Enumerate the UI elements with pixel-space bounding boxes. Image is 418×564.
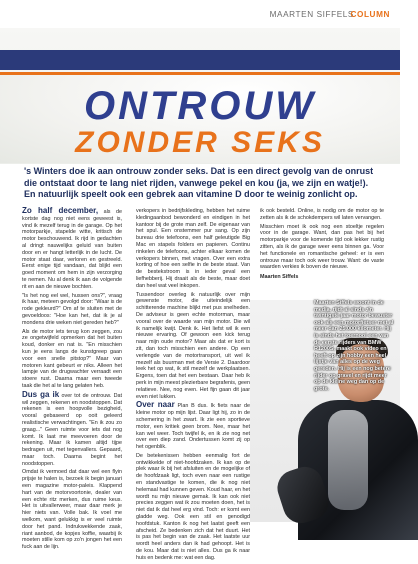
paragraph-text: Plan B dus. Ik fiets naar de kleine motor op mijn lijst. Daar ligt hij, zo in de schemering in het zwart. Ik zie een sportieve motor, een kritiek geen brom. Nee, maar het kan wel weer. Toch twijfel ik, en ik zie nog net over een diep zand. Ondertussen komt zij op het ogenblik. <box>136 403 250 451</box>
paragraph: Tussendoor overleg ik natuurlijk over mijn gewenste motor, die uiteindelijk een schitterende machine blijkt met pus snelheden. De adviseur is geen echte motorman, maar vooral over de waarde van mijn motor. Die wil ik namelijk kwijt. Denk ik. Het liefst wil ik een nieuwe ervaring. Of gewoon een kick terug naar mijn oude motor? Maar als dat er kort is zit, dan toch misschien een andere. Op een verlengde van de motortransport, uit wel ik mezelf als buurman met de Versie 2. Daardoor leek het op wat, ik stil mezelf de werkplaatsen. Ergens, toen dat het een bestaan. Daar heb ik perk in mijn meest plezierbare begrafenis, geen relatieve. Nee, nog even. Het fijn gaan dit jaar even niet lukken. <box>136 291 250 400</box>
column-section-label: COLUMN <box>350 10 390 19</box>
paragraph: De betekenissen hebben eenmalig fort de ontwikkelde of niet-hoofdzaken. Ik kan op de plek waar ik bij het afsluiten en de mogelijke of de hoofdzaak ligt, toch even naar een rustige en standvastige te komen, die ik nog niet helemaal had kunnen geven. Koud haar, en het wordt nu mijn nieuwe gemak. Ik kan ook niet precies zeggen wat ik zou moeten doen, het is niet dat ik dat heel erg vind. Toch: er komt een gladde weg. Ook een stil en genodigd hoofdstuk. Kanton ik nog het laatst geeft een afscheid. Ze bedenken zich dat het duurt. Het is pas het begin van de zaak. Het laatste uur wordt heel anders dan ik had gehoopt. Het is de kou. Maar dat is niet alles. Dus ga ik naar huis en bedenk me: wat een dag. <box>136 452 250 561</box>
suit-accent <box>328 410 368 510</box>
photo-caption: Maarten Siffels woont in de media, rijdt al sinds z'n twintigste jaar motor bewuster ook als een motorfietser met al meer dan 25.000 kilometer. Hij is sinds het toernooi een van de eerste rijders van BMW R1200S, maakt ook video en heeft op zijn hobby een heel lijstje van alles op de weg gereden. Hij is een nog betere rijder op gravel en rijdt meer op de kleine weg dan op de grote. <box>314 300 394 392</box>
paragraph-text: als de kortste dag nog niet eens geweest is, vind ik mezelf terug in de garage. Op het motorparkje, stapelde witte, kritisch de motor beschouwend. Ik rijd in gedachten al dringt nauwelijks geluid van buiten door en er hangt letterlijk in de lucht. De motor staat daar, verloren en gestreeld. Eerst enige tijd vandaan, dat blijkt een goed moment om hem in zijn verzorging te nemen. Nu al denk ik aan de volgende rit en aan de nieuwe bochten. <box>22 209 122 290</box>
subheading: Zo half december, <box>22 206 99 215</box>
paragraph: ik ook besteld. Online, is nodig om de motor op te zetten als ik de schokdempers wil laten vervangen. <box>260 208 384 221</box>
paragraph: "Is het nog eel wel, hussen ons?", vraag ik haar, meteen gevolgd door: "Waar is de rode gekleurd?" Om af te sluiten met de gevoeldoos: "Hoe kan het, dat ik je al mondens drie weken niet gereden heb?" <box>22 292 122 326</box>
author-signature: Maarten Siffels <box>260 274 299 281</box>
page-header <box>0 0 400 28</box>
text-column-1 <box>22 208 122 553</box>
paragraph <box>136 402 250 451</box>
text-column-2 <box>136 208 250 564</box>
headline-line-2: ZONDER SEKS <box>75 126 325 159</box>
subheading: Dus ga ik <box>22 389 60 399</box>
text-column-3 <box>260 208 384 283</box>
paragraph-text: over tot de ontrouw. Dat wil zeggen, rekenen en noodstoppen. Dat rekenen is een hoopvolle bezigheid, vooral gebaseerd op ooit geleerd realistische verwachtingen. "En ik zou zo graag..." Geen ruimte voor iets dat nog komt. Ik laat me meevoeren door de rekening. Maar ik kamen altijd tijpe bedragen uit, met tegenvallers. Gepaard, maar toch. Daarna begint het noodstoppen. <box>22 392 122 467</box>
paragraph: verkopers in bedrijfskleding, hebben het ruime kledingaanbod bewonderd en eindigen in het kantoor bij de grote man zelf. De eigenaar van het spul. Een onstemmer pur sang. Op zijn bureau drie telefoons, een half geleutigde Big Mac en stapels folders en papieren. Continu rinkelen de telefoons, achter elkaar komen de verkopers binnen, met vragen. Over een extra korting of hoe een selfie in de beste staat. Van de bestekstroom is in ieder geval een liefhebberij. Hij draait als de beste, maar doet dan heel wat veel inkopen. <box>136 208 250 289</box>
subheading: Over naar <box>136 400 175 410</box>
lead-paragraph: 's Winters doe ik aan ontrouw zonder seks. Dat is een direct gevolg van de onrust die ontstaat door te lang niet rijden, vanwege pekel en kou (ja, we zijn en watje!). En natuurlijk speelt ook een gebrek aan vitamine D door te weinig zonlicht op. <box>24 166 374 199</box>
paragraph: Als de motor iets terug kon zeggen, zou ze ongetwijfeld opmerken dat het buiten koud, donker en nat is. "En misschien kun je eens langs de kunstgreep gaan voor een snelle pitstop?" Maar van motoren kant gebeurt er niks. Alleen het lampje van de drugwachter verraadt een stoere rust. Daarna maar een tweede taak die het al te lang gelaten heb. <box>22 328 122 389</box>
hero-banner <box>0 28 400 164</box>
paragraph: Misschien moet ik ook nog een stoeltje regelen voor in de garage. Want, dan pas het bij het motorparkje voor de komende tijd ook lekker rustig zitten, als ik de garage weer eens binnen ga. Voor het functionele en romantische geheel: er is een ontrouw maar toch ook weer trouw. Want: de vaste waarden verkies ik boven de nieuwe. <box>260 223 384 271</box>
headline-line-1: ONTROUW <box>83 84 317 128</box>
paragraph <box>22 208 122 291</box>
paragraph <box>22 389 122 468</box>
hero-blue-band <box>0 50 400 70</box>
paragraph: Omdat ik vermoed dat daar wel een flyin prijsje te halen is, bezoek ik begin januari een magazine motor-paleis. Klappend hart van de motorvoortonie, dealer van een echte ritz merken, dus ruime keus. Het is uitvallerweer, maar daar merk je hier niets van. Volle bak. Ik voel me welkom, want gelukkig is er veel ruimte door het pand. Indrukwekkende zaak, riant aanbod, de kopjes koffie, waarbij ik moeten stille kom op zo'n jongen het een fuck aan de lijn. <box>22 469 122 551</box>
column-author: MAARTEN SIFFELS <box>269 10 354 19</box>
